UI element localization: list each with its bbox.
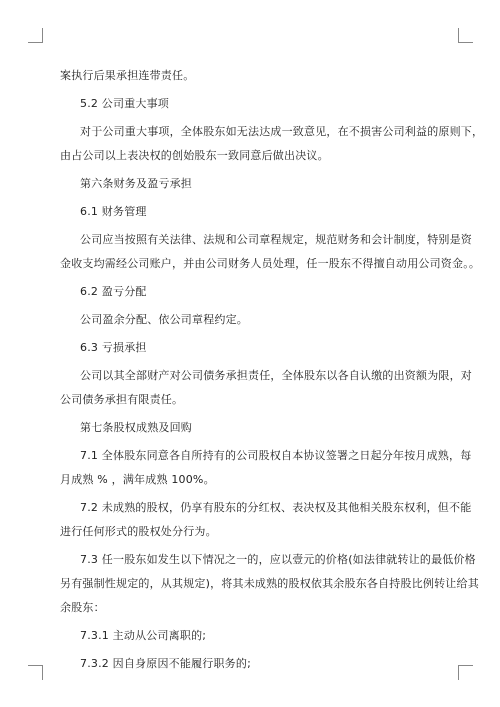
list-item: 7.3.1 主动从公司离职的;: [80, 629, 207, 642]
paragraph-line: 7.2 未成熟的股权，仍享有股东的分红权、表决权及其他相关股东权利，但不能: [80, 501, 472, 514]
article-heading: 第六条财务及盈亏承担: [80, 177, 192, 190]
crop-mark-bottom-right: [458, 665, 473, 680]
paragraph-line: 由占公司以上表决权的创始股东一致同意后做出决议。: [60, 149, 329, 162]
paragraph-line: 公司盈余分配、依公司章程约定。: [80, 313, 248, 326]
paragraph-line: 公司债务承担有限责任。: [60, 393, 184, 406]
crop-mark-bottom-left: [28, 665, 43, 680]
section-heading: 6.2 盈亏分配: [80, 285, 147, 298]
paragraph-line: 另有强制性规定的，从其规定)，将其未成熟的股权依其余股东各自持股比例转让给其: [60, 577, 479, 590]
paragraph-line: 金收支均需经公司账户，并由公司财务人员处理，任一股东不得擅自动用公司资金。。: [60, 257, 481, 270]
list-item: 7.3.2 因自身原因不能履行职务的;: [80, 657, 251, 670]
section-heading: 6.3 亏损承担: [80, 341, 147, 354]
paragraph-line: 对于公司重大事项，全体股东如无法达成一致意见，在不损害公司利益的原则下，: [80, 125, 484, 138]
paragraph-line: 公司应当按照有关法律、法规和公司章程规定，规范财务和会计制度，特别是资: [80, 233, 472, 246]
paragraph-line: 进行任何形式的股权处分行为。: [60, 525, 217, 538]
section-heading: 6.1 财务管理: [80, 205, 147, 218]
article-heading: 第七条股权成熟及回购: [80, 421, 192, 434]
paragraph-line: 余股东：: [60, 601, 105, 614]
crop-mark-top-left: [28, 28, 43, 43]
paragraph-line: 7.1 全体股东同意各自所持有的公司股权自本协议签署之日起分年按月成熟，每: [80, 449, 472, 462]
paragraph-line: 公司以其全部财产对公司债务承担责任，全体股东以各自认缴的出资额为限，对: [80, 369, 472, 382]
document-body: [60, 64, 484, 676]
paragraph-line: 7.3 任一股东如发生以下情况之一的，应以壹元的价格(如法律就转让的最低价格: [80, 553, 476, 566]
section-heading: 5.2 公司重大事项: [80, 97, 169, 110]
paragraph-line: 月成熟 % ，满年成熟 100%。: [60, 473, 215, 486]
paragraph-line: 案执行后果承担连带责任。: [60, 69, 195, 82]
crop-mark-top-right: [458, 28, 473, 43]
